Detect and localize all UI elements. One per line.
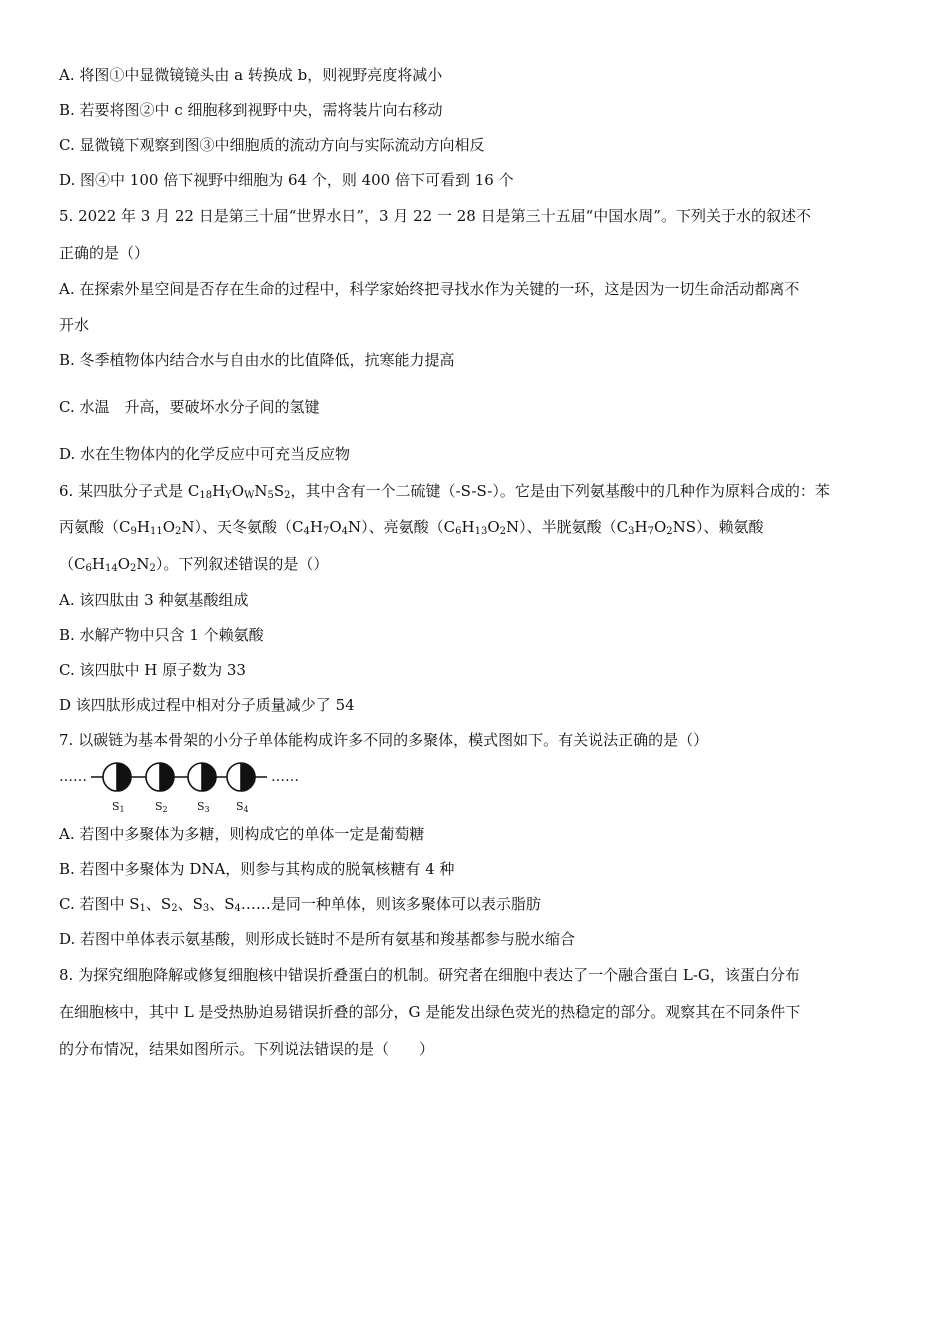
q6-stem-line1 [59, 481, 830, 506]
q4-option-a: A. 将图①中显微镜镜头由 a 转换成 b，则视野亮度将减小 [59, 66, 443, 84]
q6-option-b: B. 水解产物中只含 1 个赖氨酸 [59, 626, 264, 644]
q6-option-a: A. 该四肽由 3 种氨基酸组成 [59, 591, 249, 609]
formula-sub: 5 [267, 490, 274, 501]
q5-stem-line1: 5. 2022 年 3 月 22 日是第三十届“世界水日”，3 月 22 一 28 日是第三十五届“中国水周”。下列关于水的叙述不 [59, 207, 811, 225]
q6-option-c: C. 该四肽中 H 原子数为 33 [59, 661, 246, 679]
label-s4: S4 [236, 800, 249, 814]
polymer-chain-diagram [59, 758, 319, 814]
q7-option-b: B. 若图中多聚体为 DNA，则参与其构成的脱氧核糖有 4 种 [59, 860, 455, 878]
formula-element: N [254, 482, 268, 500]
q7-option-d: D. 若图中单体表示氨基酸，则形成长链时不是所有氨基和羧基都参与脱水缩合 [59, 930, 576, 948]
q5-option-b: B. 冬季植物体内结合水与自由水的比值降低，抗寒能力提高 [59, 351, 455, 369]
q6-stem-line3: $(C_6H_{14}O_2N_2)$。下列叙述错误的是（） [59, 555, 329, 574]
monomer-s2 [146, 763, 174, 791]
formula-sub: Y [225, 490, 232, 501]
q5-option-c: C. 水温 升高，要破坏水分子间的氢键 [59, 398, 320, 416]
q7-option-c: C. 若图中 $S_1$、$S_2$、$S_3$、$S_4\dots\dots$是同一种单体，则该多聚体可以表示脂肪 [59, 895, 541, 914]
label-s1: S1 [112, 800, 125, 814]
q8-stem-line3: 的分布情况，结果如图所示。下列说法错误的是（ ） [59, 1040, 435, 1058]
q7-option-a: A. 若图中多聚体为多糖，则构成它的单体一定是葡萄糖 [59, 825, 425, 843]
label-s2: S2 [155, 800, 168, 814]
q7-stem: 7. 以碳链为基本骨架的小分子单体能构成许多不同的多聚体，模式图如下。有关说法正确的是（） [59, 731, 709, 749]
formula-sub: 2 [284, 490, 291, 501]
formula-sub: 18 [199, 490, 213, 501]
formula-element: O [231, 482, 245, 500]
formula-element: H [212, 482, 226, 500]
q6-stem-suffix: ，其中含有一个二硫键（-S-S-）。它是由下列氨基酸中的几种作为原料合成的：苯 [290, 482, 830, 500]
q8-stem-line1: 8. 为探究细胞降解或修复细胞核中错误折叠蛋白的机制。研究者在细胞中表达了一个融合蛋白 L-G，该蛋白分布 [59, 966, 800, 984]
chain-ellipsis-left: …… [59, 769, 87, 785]
q5-stem-line2: 正确的是（） [59, 244, 150, 262]
label-s3: S3 [197, 800, 210, 814]
q5-option-a-line1: A. 在探索外星空间是否存在生命的过程中，科学家始终把寻找水作为关键的一环，这是因为一切生命活动都离不 [59, 280, 800, 298]
q6-stem-line2: 丙氨酸$(C_9H_{11}O_2N)$、天冬氨酸$(C_4H_7O_4N)$、亮氨酸$(C_6H_{13}O_2N)$、半胱氨酸$(C_3H_7O_2NS)$、赖氨酸 [59, 518, 764, 537]
q4-option-b: B. 若要将图②中 c 细胞移到视野中央，需将装片向右移动 [59, 101, 443, 119]
q4-option-c: C. 显微镜下观察到图③中细胞质的流动方向与实际流动方向相反 [59, 136, 485, 154]
formula-sub: W [244, 490, 255, 501]
monomer-s3 [188, 763, 216, 791]
q6-option-d: D 该四肽形成过程中相对分子质量减少了 54 [59, 696, 355, 714]
monomer-s4 [227, 763, 255, 791]
chain-ellipsis-right: …… [271, 769, 299, 785]
q4-option-d: D. 图④中 100 倍下视野中细胞为 64 个，则 400 倍下可看到 16 个 [59, 171, 514, 189]
formula-element: S [273, 482, 285, 500]
monomer-s1 [103, 763, 131, 791]
q5-option-d: D. 水在生物体内的化学反应中可充当反应物 [59, 445, 351, 463]
q5-option-a-line2: 开水 [59, 316, 90, 334]
q6-stem-prefix: 6. 某四肽分子式是 C [59, 482, 200, 500]
q8-stem-line2: 在细胞核中，其中 L 是受热胁迫易错误折叠的部分，G 是能发出绿色荧光的热稳定的部分。观察其在不同条件下 [59, 1003, 801, 1021]
